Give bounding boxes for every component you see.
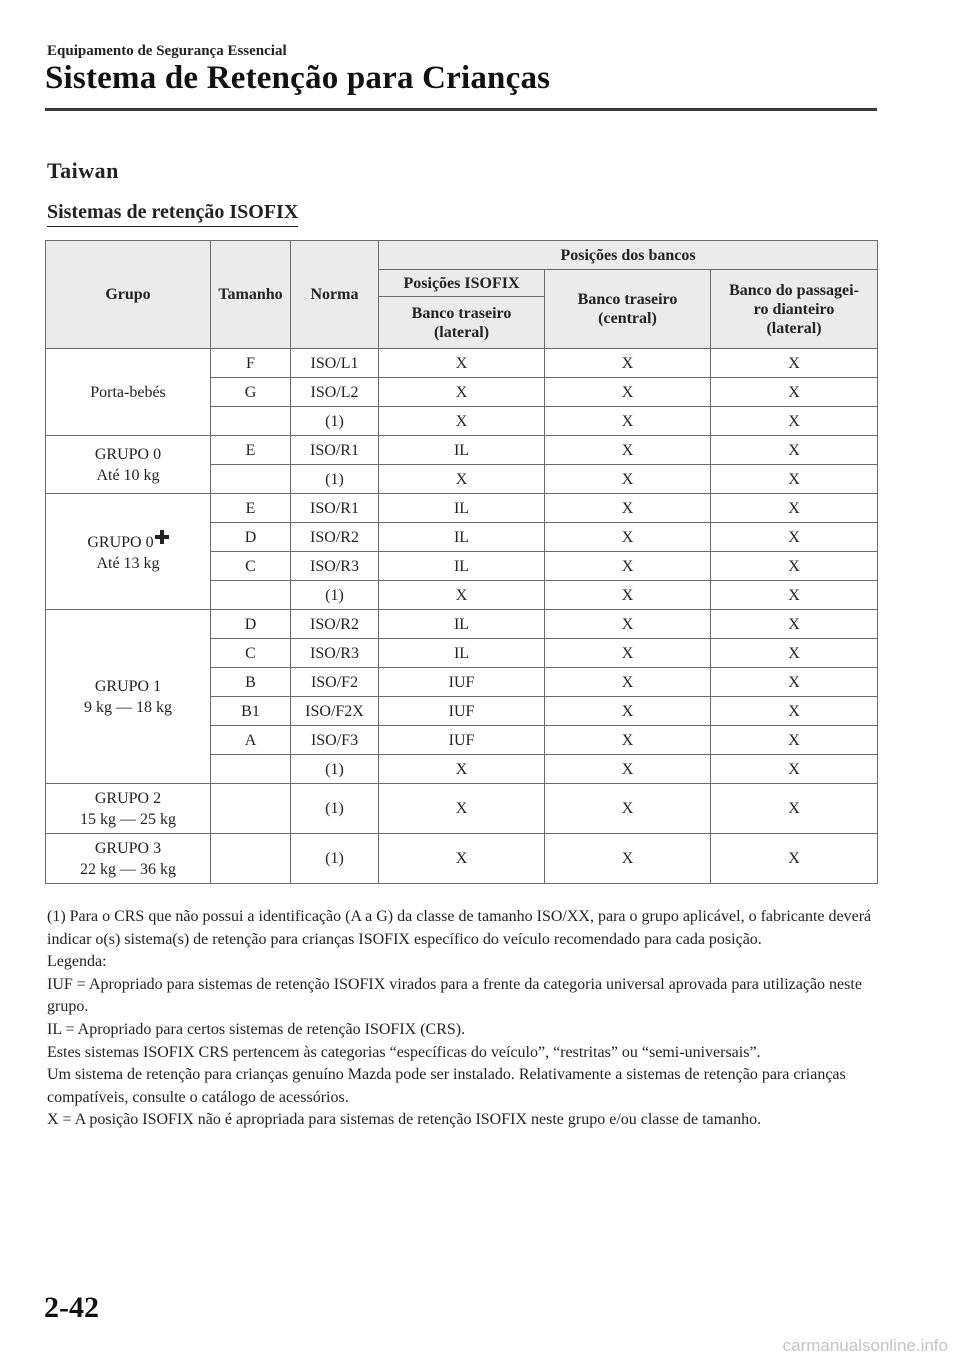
norm-cell: ISO/F3 xyxy=(291,726,379,755)
rear-lateral-cell: IL xyxy=(379,552,545,581)
size-cell: D xyxy=(211,523,291,552)
norm-cell: (1) xyxy=(291,834,379,884)
front-passenger-cell: X xyxy=(711,697,878,726)
group-name: GRUPO 1 xyxy=(94,677,162,695)
group-weight: 22 kg — 36 kg xyxy=(80,860,176,878)
norm-cell: ISO/R2 xyxy=(291,610,379,639)
size-cell: B1 xyxy=(211,697,291,726)
norm-cell: ISO/F2X xyxy=(291,697,379,726)
rear-lateral-cell: X xyxy=(379,784,545,834)
header-line: (lateral) xyxy=(766,319,822,337)
rear-central-cell: X xyxy=(545,465,711,494)
front-passenger-cell: X xyxy=(711,639,878,668)
size-cell: C xyxy=(211,639,291,668)
rear-lateral-cell: IL xyxy=(379,494,545,523)
footnote-1: (1) Para o CRS que não possui a identificação (A a G) da classe de tamanho ISO/XX, para o grupo aplicável, o fabricante deverá indicar o(s) sistema(s) de retenção para crianças ISOFIX específico do veículo recomendado para cada posição. xyxy=(47,908,872,948)
size-cell: E xyxy=(211,494,291,523)
group-weight: Até 10 kg xyxy=(96,466,160,484)
norm-cell: ISO/L1 xyxy=(291,349,379,378)
group-name: Porta-bebés xyxy=(90,383,166,401)
group-name: GRUPO 3 xyxy=(94,839,162,857)
group-weight: 15 kg — 25 kg xyxy=(80,810,176,828)
rear-central-cell: X xyxy=(545,726,711,755)
rear-lateral-cell: IUF xyxy=(379,668,545,697)
size-cell: E xyxy=(211,436,291,465)
header-posicoes-isofix: Posições ISOFIX xyxy=(379,270,545,297)
rear-central-cell: X xyxy=(545,552,711,581)
group-cell xyxy=(46,436,211,494)
group-cell xyxy=(46,349,211,436)
size-cell xyxy=(211,755,291,784)
size-cell: G xyxy=(211,378,291,407)
table-row xyxy=(46,610,878,639)
rear-central-cell: X xyxy=(545,697,711,726)
rear-central-cell: X xyxy=(545,436,711,465)
group-name: GRUPO 0 xyxy=(87,533,154,551)
front-passenger-cell: X xyxy=(711,465,878,494)
rear-central-cell: X xyxy=(545,581,711,610)
rear-central-cell: X xyxy=(545,834,711,884)
front-passenger-cell: X xyxy=(711,349,878,378)
group-name: GRUPO 2 xyxy=(94,789,162,807)
legend-il: IL = Apropriado para certos sistemas de retenção ISOFIX (CRS). xyxy=(47,1020,466,1038)
rear-lateral-cell: X xyxy=(379,349,545,378)
rear-lateral-cell: X xyxy=(379,407,545,436)
legend-label: Legenda: xyxy=(47,953,107,971)
front-passenger-cell: X xyxy=(711,784,878,834)
rear-central-cell: X xyxy=(545,668,711,697)
front-passenger-cell: X xyxy=(711,610,878,639)
size-cell: C xyxy=(211,552,291,581)
section-label: Equipamento de Segurança Essencial xyxy=(47,43,287,59)
watermark: carmanualsonline.info xyxy=(782,1336,948,1355)
rear-central-cell: X xyxy=(545,639,711,668)
rear-lateral-cell: X xyxy=(379,465,545,494)
isofix-table xyxy=(45,240,878,884)
norm-cell: (1) xyxy=(291,581,379,610)
front-passenger-cell: X xyxy=(711,726,878,755)
group-weight: Até 13 kg xyxy=(96,554,160,572)
norm-cell: ISO/L2 xyxy=(291,378,379,407)
header-line: Banco do passagei- xyxy=(729,281,859,299)
mazda-note: Um sistema de retenção para crianças genuíno Mazda pode ser instalado. Relativamente a sistemas de retenção para crianças compatíveis, consulte o catálogo de acessórios. xyxy=(47,1066,846,1106)
rear-central-cell: X xyxy=(545,378,711,407)
legend-iuf: IUF = Apropriado para sistemas de retenção ISOFIX virados para a frente da categoria universal aprovada para utilização neste grupo. xyxy=(47,975,862,1016)
table-row xyxy=(46,834,878,884)
header-tamanho: Tamanho xyxy=(211,241,291,349)
rear-lateral-cell: X xyxy=(379,581,545,610)
norm-cell: ISO/R3 xyxy=(291,552,379,581)
header-line: Banco traseiro xyxy=(577,291,678,308)
header-banco-traseiro-central xyxy=(545,270,711,349)
size-cell: D xyxy=(211,610,291,639)
plus-icon xyxy=(155,530,169,544)
header-grupo: Grupo xyxy=(46,241,211,349)
size-cell: F xyxy=(211,349,291,378)
front-passenger-cell: X xyxy=(711,436,878,465)
rear-lateral-cell: IL xyxy=(379,523,545,552)
norm-cell: ISO/F2 xyxy=(291,668,379,697)
rear-lateral-cell: X xyxy=(379,834,545,884)
norm-cell: ISO/R1 xyxy=(291,494,379,523)
group-weight: 9 kg — 18 kg xyxy=(84,698,172,716)
header-banco-passageiro xyxy=(711,270,878,349)
isofix-subheading: Sistemas de retenção ISOFIX xyxy=(47,201,298,227)
size-cell xyxy=(211,407,291,436)
header-line: ro dianteiro xyxy=(753,300,835,318)
rear-central-cell: X xyxy=(545,349,711,378)
size-cell xyxy=(211,581,291,610)
front-passenger-cell: X xyxy=(711,668,878,697)
region-heading: Taiwan xyxy=(47,158,119,183)
norm-cell: ISO/R3 xyxy=(291,639,379,668)
norm-cell: ISO/R1 xyxy=(291,436,379,465)
group-cell xyxy=(46,494,211,610)
rear-central-cell: X xyxy=(545,494,711,523)
table-row xyxy=(46,784,878,834)
legend-il-detail: Estes sistemas ISOFIX CRS pertencem às categorias “específicas do veículo”, “restritas” ou “semi-universais”. xyxy=(47,1043,761,1061)
size-cell xyxy=(211,465,291,494)
rear-central-cell: X xyxy=(545,407,711,436)
norm-cell: (1) xyxy=(291,784,379,834)
norm-cell: ISO/R2 xyxy=(291,523,379,552)
group-cell xyxy=(46,784,211,834)
rear-central-cell: X xyxy=(545,784,711,834)
front-passenger-cell: X xyxy=(711,552,878,581)
header-norma: Norma xyxy=(291,241,379,349)
rear-central-cell: X xyxy=(545,523,711,552)
header-line: (central) xyxy=(598,310,657,327)
title-rule xyxy=(45,108,877,111)
rear-lateral-cell: IUF xyxy=(379,726,545,755)
rear-lateral-cell: IL xyxy=(379,610,545,639)
norm-cell: (1) xyxy=(291,465,379,494)
rear-lateral-cell: IUF xyxy=(379,697,545,726)
group-cell xyxy=(46,834,211,884)
front-passenger-cell: X xyxy=(711,494,878,523)
norm-cell: (1) xyxy=(291,755,379,784)
front-passenger-cell: X xyxy=(711,581,878,610)
front-passenger-cell: X xyxy=(711,755,878,784)
chapter-title: Sistema de Retenção para Crianças xyxy=(45,60,551,96)
rear-lateral-cell: X xyxy=(379,755,545,784)
front-passenger-cell: X xyxy=(711,834,878,884)
header-line: (lateral) xyxy=(433,323,490,341)
page-number: 2-42 xyxy=(44,1291,99,1324)
rear-lateral-cell: IL xyxy=(379,436,545,465)
header-posicoes-bancos: Posições dos bancos xyxy=(379,241,878,270)
rear-lateral-cell: IL xyxy=(379,639,545,668)
size-cell: B xyxy=(211,668,291,697)
rear-lateral-cell: X xyxy=(379,378,545,407)
norm-cell: (1) xyxy=(291,407,379,436)
size-cell xyxy=(211,784,291,834)
rear-central-cell: X xyxy=(545,755,711,784)
front-passenger-cell: X xyxy=(711,378,878,407)
table-row xyxy=(46,349,878,378)
header-banco-traseiro-lateral xyxy=(379,297,545,349)
legend-x: X = A posição ISOFIX não é apropriada para sistemas de retenção ISOFIX neste grupo e/ou classe de tamanho. xyxy=(47,1111,762,1129)
size-cell xyxy=(211,834,291,884)
header-line: Banco traseiro xyxy=(411,304,512,322)
front-passenger-cell: X xyxy=(711,523,878,552)
group-name: GRUPO 0 xyxy=(94,445,162,463)
rear-central-cell: X xyxy=(545,610,711,639)
front-passenger-cell: X xyxy=(711,407,878,436)
footnotes xyxy=(47,906,877,1132)
table-row xyxy=(46,494,878,523)
group-cell xyxy=(46,610,211,784)
size-cell: A xyxy=(211,726,291,755)
table-row xyxy=(46,436,878,465)
